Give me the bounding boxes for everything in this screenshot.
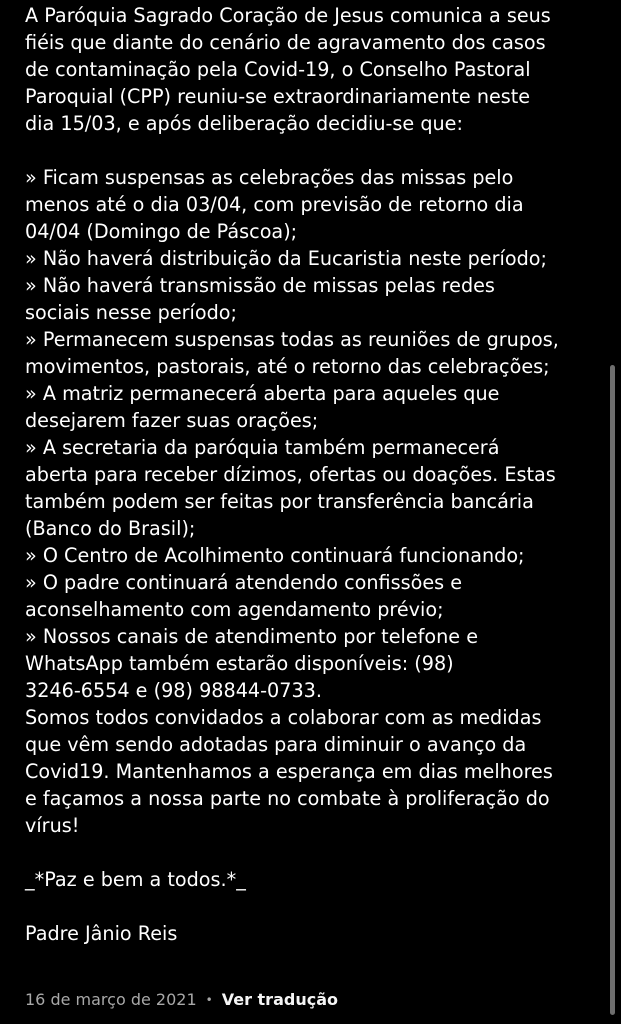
post-date: 16 de março de 2021 bbox=[25, 990, 197, 1009]
signature-text: Padre Jânio Reis bbox=[25, 922, 178, 945]
post-meta bbox=[25, 988, 338, 1012]
see-translation-link[interactable]: Ver tradução bbox=[221, 990, 338, 1009]
list-item: » A matriz permanecerá aberta para aqueles que desejarem fazer suas orações; bbox=[25, 382, 500, 432]
scrollbar-thumb[interactable] bbox=[610, 365, 615, 1015]
list-item: » Ficam suspensas as celebrações das missas pelo menos até o dia 03/04, com previsão de retorno dia 04/04 (Domingo de Páscoa); bbox=[25, 166, 524, 243]
intro-paragraph: A Paróquia Sagrado Coração de Jesus comunica a seus fiéis que diante do cenário de agravamento dos casos de contaminação pela Covid-19, o Conselho Pastoral Paroquial (CPP) reuniu-se extraordinariamente neste dia 15/03, e após deliberação decidiu-se que: bbox=[25, 4, 551, 135]
list-item: » O Centro de Acolhimento continuará funcionando; bbox=[25, 544, 525, 567]
list-item: » O padre continuará atendendo confissões e aconselhamento com agendamento prévio; bbox=[25, 571, 463, 621]
decision-list bbox=[25, 164, 615, 704]
list-item: » Não haverá transmissão de missas pelas redes sociais nesse período; bbox=[25, 274, 495, 324]
list-item: » Não haverá distribuição da Eucaristia neste período; bbox=[25, 247, 547, 270]
meta-separator: • bbox=[205, 993, 213, 1007]
closing-paragraph: Somos todos convidados a colaborar com as medidas que vêm sendo adotadas para diminuir o avanço da Covid19. Mantenhamos a esperança em dias melhores e façamos a nossa parte no combate à proliferação do vírus! bbox=[25, 706, 553, 837]
list-item: » A secretaria da paróquia também permanecerá aberta para receber dízimos, ofertas ou doações. Estas também podem ser feitas por transferência bancária (Banco do Brasil); bbox=[25, 436, 556, 540]
list-item: » Nossos canais de atendimento por telefone e WhatsApp também estarão disponíveis: (98) 3246-6554 e (98) 98844-0733. bbox=[25, 625, 479, 702]
greeting-text: _*Paz e bem a todos.*_ bbox=[25, 868, 246, 891]
list-item: » Permanecem suspensas todas as reuniões de grupos, movimentos, pastorais, até o retorno das celebrações; bbox=[25, 328, 559, 378]
post-caption bbox=[25, 2, 615, 947]
